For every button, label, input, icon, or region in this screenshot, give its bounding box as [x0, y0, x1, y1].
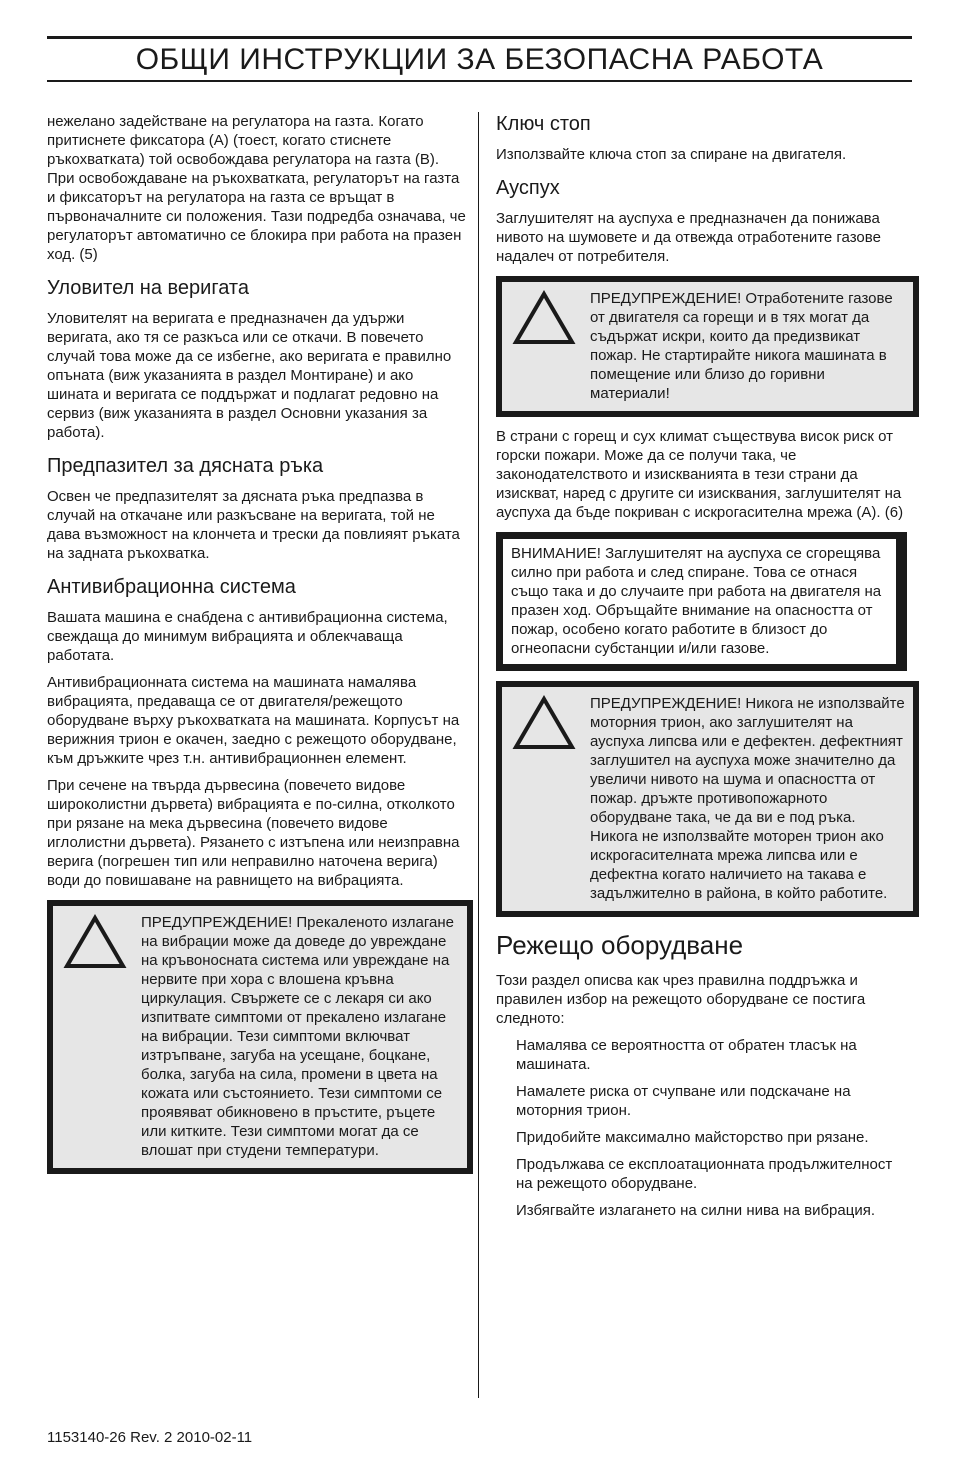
column-divider [478, 112, 479, 1398]
muffler-warning-text: ПРЕДУПРЕЖДЕНИЕ! Никога не използвайте моторния трион, ако заглушителят на ауспуха липсва или е дефектен. дефектният заглушител на ауспуха може значително да увеличи нивото на шума и опасността от пожар. дръжте противопожарното оборудване така, че да ви е под ръка. Никога не използвайте моторен трион ако искрогасителната мрежа липсва или е дефектна когато наличието на такава е задължително в района, в който работите. [590, 695, 905, 902]
list-item: Продължава се експлоатационната продължителност на режещото оборудване. [516, 1156, 893, 1192]
vibration-warning-box [47, 900, 473, 1174]
warning-triangle-icon [512, 290, 576, 346]
stop-switch-text: Използвайте ключа стоп за спиране на двигателя. [496, 146, 847, 163]
hot-climate-text: В страни с горещ и сух климат съществува висок риск от горски пожари. Може да се получи така, че законодателството и изискванията в тези страни да изискват, наред с другите си изисквания, заглушителят на ауспуха да бъде покриван с искрогасителна мрежа (A). (6) [496, 428, 904, 521]
list-item: Придобийте максимално майсторство при рязане. [516, 1129, 869, 1146]
exhaust-warning-text: ПРЕДУПРЕЖДЕНИЕ! Отработените газове от двигателя са горещи и в тях могат да съдържат искри, които да предизвикат пожар. Не стартирайте никога машината в помещение или близо до горивни материали! [590, 290, 893, 402]
document-code: 1153140-26 Rev. 2 2010-02-11 [47, 1429, 253, 1446]
warning-triangle-icon [512, 695, 576, 751]
intro-paragraph: нежелано задействане на регулатора на газта. Когато притиснете фиксатора (A) (тоест, когато стиснете ръкохватката) той освобождава регулатора на газта (B). При освобождаване на ръкохватката, регулаторът на газта и фиксаторът на регулатора на газта се връщат в първоначалните си положения. Тази подредба означава, че регулаторът автоматично се блокира при работа на празен ход. (5) [47, 113, 466, 263]
chain-catcher-heading: Уловител на веригата [47, 277, 249, 299]
page-title: ОБЩИ ИНСТРУКЦИИ ЗА БЕЗОПАСНА РАБОТА [135, 43, 824, 76]
muffler-heading: Ауспух [496, 177, 560, 199]
vibration-warning-text: ПРЕДУПРЕЖДЕНИЕ! Прекаленото излагане на вибрации може да доведе до увреждане на кръвоносната система или увреждане на нервите при хора с влошена кръвна циркулация. Свържете се с лекаря си ако изпитвате симптоми от прекалено излагане на вибрации. Тези симптоми включват изтръпване, загуба на усещане, боцкане, болка, загуба на сила, промени в цвета на кожата или състоянието. Тези симптоми се проявяват обикновено в пръстите, ръцете или китките. Тези симптоми могат да се влошат при студени температури. [141, 914, 455, 1159]
left-column [47, 112, 467, 1184]
anti-vibration-paragraph-2: Антивибрационната система на машината намалява вибрацията, предаваща се от двигателя/режещото оборудване върху ръкохватката на машината. Корпусът на верижния трион е окачен, заедно с режещото оборудване, към дръжките чрез т.н. антивибрационнен елемент. [47, 674, 460, 767]
anti-vibration-paragraph-1: Вашата машина е снабдена с антивибрационна система, свеждаща до минимум вибрацията и облекчаваща работата. [47, 609, 448, 664]
muffler-text: Заглушителят на ауспуха е предназначен да понижава нивото на шумовете и да отвежда отработените газове надалеч от потребителя. [496, 210, 881, 265]
cutting-equipment-heading: Режещо оборудване [496, 930, 744, 960]
header-rule-top [47, 36, 912, 39]
chain-catcher-text: Уловителят на веригата е предназначен да удържи веригата, ако тя се разкъса или се откачи. В повечето случай това може да се избегне, ако веригата е правилно опъната (виж указанията в раздел Монтиране) и ако шината и веригата се поддържат и подлагат редовно на сервиз (виж указанията в раздел Основни указания за работа). [47, 310, 452, 441]
right-hand-guard-heading: Предпазител за дясната ръка [47, 455, 324, 477]
right-column [496, 112, 913, 1228]
muffler-caution-text: ВНИМАНИЕ! Заглушителят на ауспуха се сгорещява силно при работа и след спиране. Това се отнася също така и до случаите при работа на двигателя на празен ход. Обръщайте внимание на опасността от пожар, особено когато работите в близост до огнеопасни субстанции и/или газове. [511, 545, 882, 657]
stop-switch-heading: Ключ стоп [496, 113, 591, 135]
cutting-equipment-intro: Този раздел описва как чрез правилна поддръжка и правилен избор на режещото оборудване се постига следното: [496, 972, 866, 1027]
list-item: Намалява се вероятността от обратен тласък на машината. [516, 1037, 857, 1073]
warning-triangle-icon [63, 914, 127, 970]
list-item: Избягвайте излагането на силни нива на вибрация. [516, 1202, 875, 1219]
muffler-warning-box [496, 681, 919, 917]
muffler-caution-box [496, 532, 907, 671]
list-item: Намалете риска от счупване или подскачане на моторния трион. [516, 1083, 851, 1119]
exhaust-warning-box [496, 276, 919, 417]
header-rule-bottom [47, 80, 912, 82]
anti-vibration-paragraph-3: При сечене на твърда дървесина (повечето видове широколистни дървета) вибрацията е по-силна, отколкото при рязане на мека дървесина (повечето видове иглолистни дървета). Рязането с изтъпена или неизправна верига (погрешен тип или неправилно наточена верига) води до повишаване на равнището на вибрацията. [47, 777, 460, 889]
right-hand-guard-text: Освен че предпазителят за дясната ръка предпазва в случай на откачане или разкъсване на веригата, той не дава възможност на клончета и трески да повлияят ръката на задната ръкохватка. [47, 488, 460, 562]
anti-vibration-heading: Антивибрационна система [47, 576, 296, 598]
